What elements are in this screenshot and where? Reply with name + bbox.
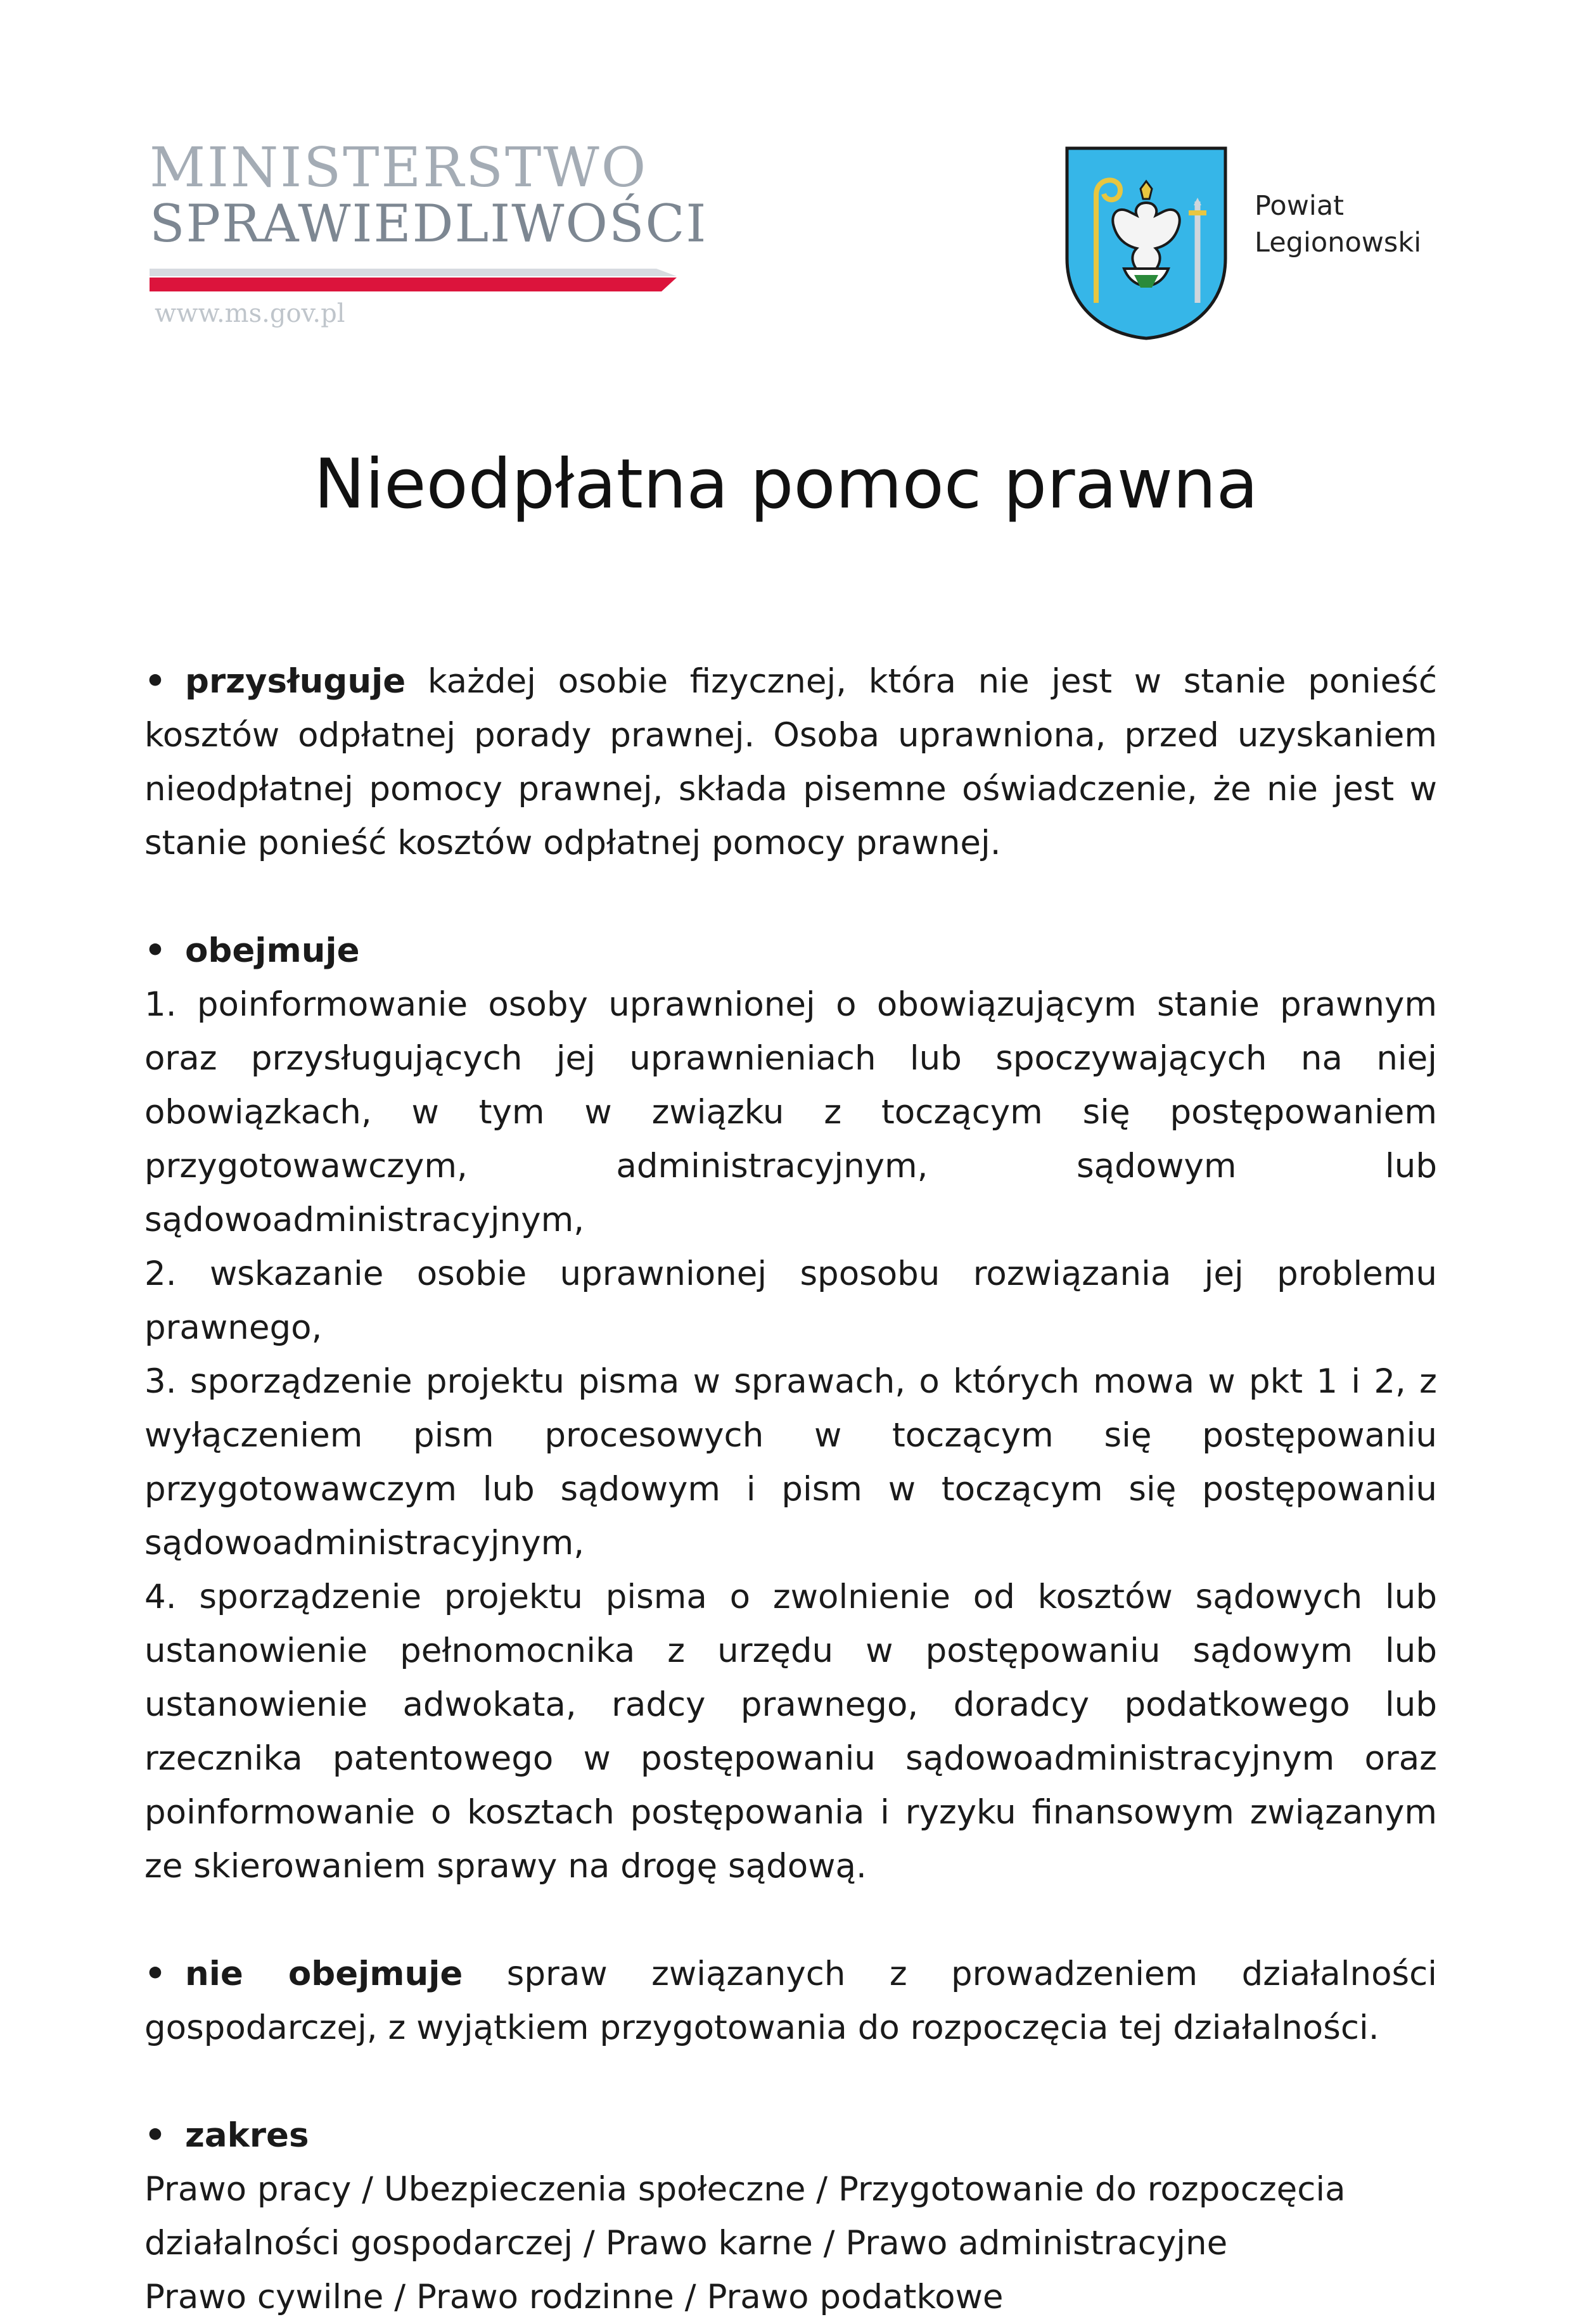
section-keyword: nie obejmuje: [185, 1955, 463, 1993]
document-body: [144, 654, 1437, 2324]
section-keyword: zakres: [185, 2116, 309, 2155]
ministry-name-line1: MINISTERSTWO: [150, 136, 648, 200]
list-item: 4. sporządzenie projektu pisma o zwolnienie od kosztów sądowych lub ustanowienie pełnomocnika z urzędu w postępowaniu sądowym lub ustanowienie adwokata, radcy prawnego, doradcy podatkowego lub rzecznika patentowego w postępowaniu sądowoadministracyjnym oraz poinformowanie o kosztach postępowania i ryzyku finansowym związanym ze skierowaniem sprawy na drogę sądową.: [144, 1578, 1437, 1886]
section-text: każdej osobie fizycznej, która nie jest w stanie ponieść kosztów odpłatnej porady prawnej. Osoba uprawniona, przed uzyskaniem nieodpłatnej pomocy prawnej, składa pisemne oświadczenie, że nie jest w stanie ponieść kosztów odpłatnej pomocy prawnej.: [144, 662, 1437, 862]
bullet-icon: •: [144, 662, 166, 701]
county-name-line2: Legionowski: [1255, 227, 1422, 259]
section-text: spraw związanych z prowadzeniem działalności gospodarczej, z wyjątkiem przygotowania do rozpoczęcia tej działalności.: [144, 1955, 1437, 2047]
list-item: 3. sporządzenie projektu pisma w sprawach, o których mowa w pkt 1 i 2, z wyłączeniem pism procesowych w toczącym się postępowaniu przygotowawczym lub sądowym i pism w toczącym się postępowaniu sądowoadministracyjnym,: [144, 1362, 1437, 1562]
section-przysluguje: [144, 654, 1437, 870]
list-item: 2. wskazanie osobie uprawnionej sposobu rozwiązania jej problemu prawnego,: [144, 1255, 1437, 1347]
section-keyword: przysługuje: [185, 662, 406, 701]
county-name: [1255, 188, 1421, 261]
ministry-name-line2: SPRAWIEDLIWOŚCI: [150, 195, 708, 254]
ministry-flag-ribbon: [150, 265, 682, 295]
coat-of-arms-icon: [1063, 144, 1229, 342]
section-keyword: obejmuje: [185, 931, 360, 970]
section-nie-obejmuje: [144, 1947, 1437, 2055]
county-name-line1: Powiat: [1255, 190, 1345, 222]
section-zakres-heading: [144, 2109, 1437, 2162]
zakres-line: Prawo pracy / Ubezpieczenia społeczne / Przygotowanie do rozpoczęcia: [144, 2170, 1346, 2209]
ministry-logo: [150, 136, 708, 343]
bullet-icon: •: [144, 2116, 166, 2155]
document-title: Nieodpłatna pomoc prawna: [314, 445, 1258, 524]
bullet-icon: •: [144, 931, 166, 970]
list-item: 1. poinformowanie osoby uprawnionej o obowiązującym stanie prawnym oraz przysługujących jej uprawnieniach lub spoczywających na niej obowiązkach, w tym w związku z toczącym się postępowaniem przygotowawczym, administracyjnym, sądowym lub sądowoadministracyjnym,: [144, 985, 1437, 1239]
ministry-url: www.ms.gov.pl: [155, 299, 345, 328]
section-obejmuje-heading: [144, 924, 1437, 978]
zakres-line: Prawo cywilne / Prawo rodzinne / Prawo podatkowe: [144, 2278, 1004, 2316]
bullet-icon: •: [144, 1955, 166, 1993]
zakres-line: działalności gospodarczej / Prawo karne / Prawo administracyjne: [144, 2224, 1228, 2263]
